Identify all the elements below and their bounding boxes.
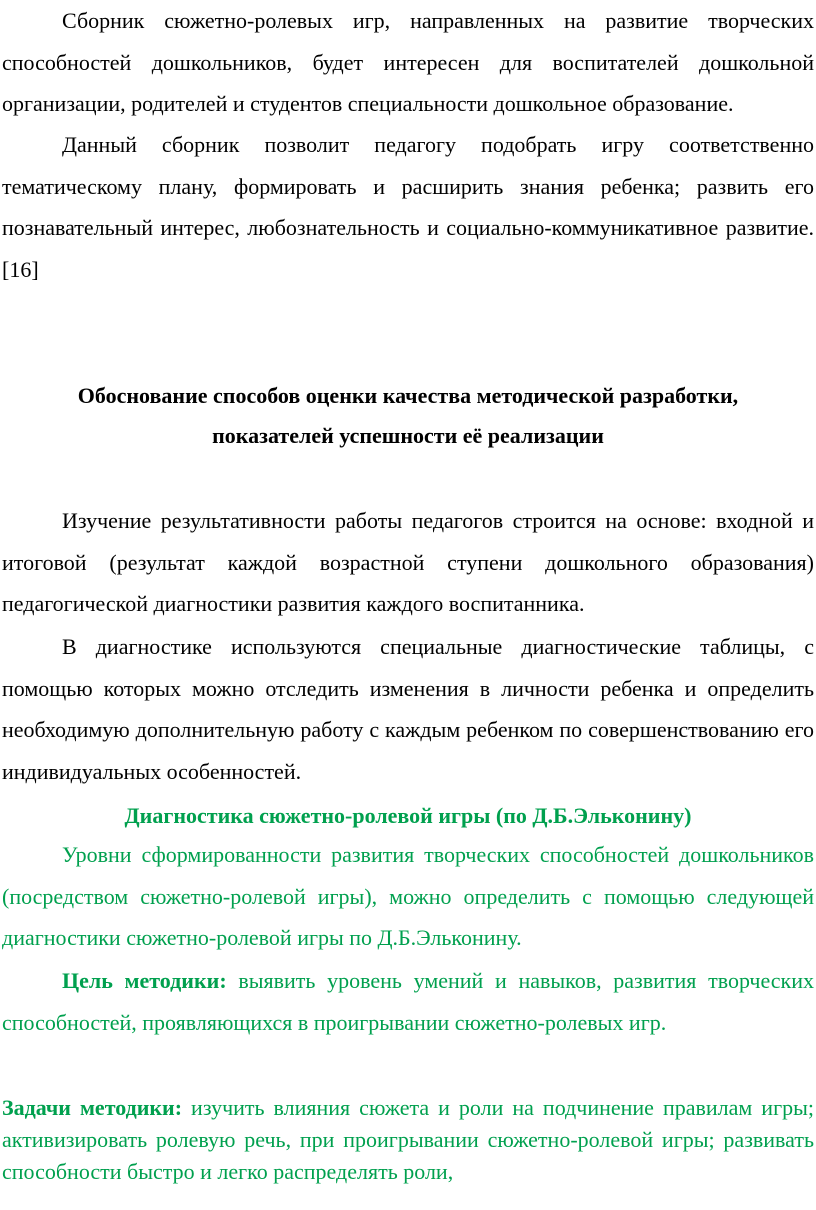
paragraph-intro-collection: Сборник сюжетно-ролевых игр, направленных на развитие творческих способностей дошкольников, будет интересен для воспитателей дошкольной организации, родителей и студентов специальности дошкольное образование. (2, 8, 814, 116)
paragraph-intro-purpose: Данный сборник позволит педагогу подобрать игру соответственно тематическому плану, формировать и расширить знания ребенка; развить его познавательный интерес, любознательность и социально-коммуникативное развитие. [16] (2, 132, 814, 282)
tasks-text: изучить влияния сюжета и роли на подчинение правилам игры; активизировать ролевую речь, при проигрывании сюжетно-ролевой игры; развивать способности быстро и легко распределять роли, (2, 1095, 814, 1184)
section-heading-line-1: Обоснование способов оценки качества методической разработки, (77, 383, 739, 408)
diagnostic-heading: Диагностика сюжетно-ролевой игры (по Д.Б.Эльконину) (124, 803, 692, 828)
paragraph-formation-levels: Уровни сформированности развития творческих способностей дошкольников (посредством сюжетно-ролевой игры), можно определить с помощью следующей диагностики сюжетно-ролевой игры по Д.Б.Эльконину. (2, 842, 814, 950)
section-heading-line-2: показателей успешности её реализации (212, 423, 604, 448)
paragraph-study-results: Изучение результативности работы педагогов строится на основе: входной и итоговой (результат каждой возрастной ступени дошкольного образования) педагогической диагностики развития каждого воспитанника. (2, 508, 814, 616)
paragraph-diagnostic-tables: В диагностике используются специальные диагностические таблицы, с помощью которых можно отследить изменения в личности ребенка и определить необходимую дополнительную работу с каждым ребенком по совершенствованию его индивидуальных особенностей. (2, 634, 814, 784)
paragraph-method-tasks (2, 1092, 814, 1188)
goal-text: выявить уровень умений и навыков, развития творческих способностей, проявляющихся в проигрывании сюжетно-ролевых игр. (2, 968, 814, 1035)
paragraph-method-goal (2, 960, 814, 1043)
tasks-label: Задачи методики: (2, 1095, 183, 1120)
goal-label: Цель методики: (62, 968, 227, 993)
